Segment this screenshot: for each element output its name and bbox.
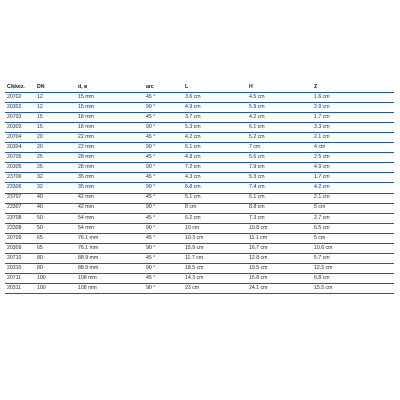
dn-cell: 20 (35, 133, 76, 143)
dn-cell: 32 (35, 173, 76, 183)
height-h-cell: 7 cm (247, 143, 312, 153)
height-h-cell: 6.1 cm (247, 193, 312, 203)
diameter-cell: 28 mm (76, 163, 144, 173)
z-dimension-cell: 15.5 cm (312, 283, 394, 293)
dn-cell: 32 (35, 183, 76, 193)
table-row (5, 123, 394, 133)
article-number-cell: 23708 (5, 213, 35, 223)
arc-cell: 90 ° (144, 223, 183, 233)
height-h-cell: 7.9 cm (247, 163, 312, 173)
arc-cell: 90 ° (144, 103, 183, 113)
height-h-cell: 19.5 cm (247, 263, 312, 273)
height-h-cell: 8.8 cm (247, 203, 312, 213)
z-dimension-cell: 10.6 cm (312, 243, 394, 253)
length-l-cell: 5.3 cm (183, 123, 247, 133)
arc-header: arc (144, 83, 183, 93)
height-h-cell: 4.5 cm (247, 93, 312, 103)
height-h-cell: 10.8 cm (247, 223, 312, 233)
article-number-cell: 20711 (5, 273, 35, 283)
length-l-cell: 6.1 cm (183, 143, 247, 153)
article-number-cell: 20304 (5, 143, 35, 153)
length-l-cell: 11.7 cm (183, 253, 247, 263)
dn-cell: 12 (35, 103, 76, 113)
table-row (5, 193, 394, 203)
diameter-cell: 54 mm (76, 213, 144, 223)
length-l-cell: 15.9 cm (183, 243, 247, 253)
dn-cell: 100 (35, 283, 76, 293)
diameter-cell: 108 mm (76, 283, 144, 293)
table-row (5, 233, 394, 243)
table-row (5, 213, 394, 223)
article-number-cell: 23307 (5, 203, 35, 213)
arc-cell: 90 ° (144, 203, 183, 213)
height-h-cell: 5.9 cm (247, 103, 312, 113)
height-h-cell: 11.1 cm (247, 233, 312, 243)
article-number-cell: 20311 (5, 283, 35, 293)
diameter-cell: 42 mm (76, 203, 144, 213)
table-row (5, 223, 394, 233)
z-dimension-cell: 2.7 cm (312, 213, 394, 223)
dn-cell: 25 (35, 153, 76, 163)
article-number-header: Cikkez. (5, 83, 35, 93)
z-dimension-cell: 2.1 cm (312, 193, 394, 203)
arc-cell: 45 ° (144, 213, 183, 223)
z-dimension-cell: 2.9 cm (312, 103, 394, 113)
z-dimension-cell: 3.3 cm (312, 123, 394, 133)
article-number-cell: 20303 (5, 123, 35, 133)
dn-cell: 80 (35, 253, 76, 263)
article-number-cell: 23308 (5, 223, 35, 233)
article-number-cell: 20704 (5, 133, 35, 143)
z-dimension-cell: 5 cm (312, 203, 394, 213)
arc-cell: 45 ° (144, 113, 183, 123)
diameter-cell: 15 mm (76, 103, 144, 113)
z-dimension-cell: 6.8 cm (312, 273, 394, 283)
dn-header: DN (35, 83, 76, 93)
height-h-cell: 4.2 cm (247, 113, 312, 123)
dn-cell: 50 (35, 223, 76, 233)
dn-cell: 65 (35, 233, 76, 243)
length-l-cell: 3.6 cm (183, 93, 247, 103)
article-number-cell: 20310 (5, 263, 35, 273)
article-number-cell: 23306 (5, 183, 35, 193)
dn-cell: 15 (35, 123, 76, 133)
diameter-cell: 54 mm (76, 223, 144, 233)
diameter-cell: 88.9 mm (76, 263, 144, 273)
arc-cell: 45 ° (144, 133, 183, 143)
table-row (5, 113, 394, 123)
article-number-cell: 20710 (5, 253, 35, 263)
z-dimension-cell: 1.6 cm (312, 93, 394, 103)
length-l-cell: 3.7 cm (183, 113, 247, 123)
height-h-cell: 7.4 cm (247, 183, 312, 193)
arc-cell: 90 ° (144, 123, 183, 133)
length-l-cell: 18.5 cm (183, 263, 247, 273)
diameter-cell: 22 mm (76, 143, 144, 153)
table-row (5, 93, 394, 103)
diameter-cell: 18 mm (76, 113, 144, 123)
arc-cell: 90 ° (144, 183, 183, 193)
diameter-cell: 35 mm (76, 173, 144, 183)
table-row (5, 103, 394, 113)
diameter-header: d, ø (76, 83, 144, 93)
length-l-cell: 7.2 cm (183, 163, 247, 173)
table-row (5, 253, 394, 263)
table-body (5, 93, 394, 294)
diameter-cell: 18 mm (76, 123, 144, 133)
arc-cell: 90 ° (144, 163, 183, 173)
z-dimension-cell: 12.5 cm (312, 263, 394, 273)
table-row (5, 133, 394, 143)
diameter-cell: 15 mm (76, 93, 144, 103)
z-dimension-cell: 4.9 cm (312, 163, 394, 173)
arc-cell: 90 ° (144, 283, 183, 293)
dn-cell: 80 (35, 263, 76, 273)
height-h-cell: 5.2 cm (247, 133, 312, 143)
arc-cell: 45 ° (144, 233, 183, 243)
dn-cell: 100 (35, 273, 76, 283)
length-l-header: L (183, 83, 247, 93)
height-h-cell: 12.8 cm (247, 253, 312, 263)
article-number-cell: 20702 (5, 93, 35, 103)
table-row (5, 263, 394, 273)
height-h-cell: 5.3 cm (247, 173, 312, 183)
arc-cell: 90 ° (144, 243, 183, 253)
length-l-cell: 8 cm (183, 203, 247, 213)
table-row (5, 203, 394, 213)
table-row (5, 183, 394, 193)
table-header (5, 83, 394, 93)
diameter-cell: 76.1 mm (76, 233, 144, 243)
z-dimension-cell: 5 cm (312, 233, 394, 243)
height-h-cell: 7.3 cm (247, 213, 312, 223)
arc-cell: 45 ° (144, 253, 183, 263)
length-l-cell: 4.3 cm (183, 173, 247, 183)
height-h-cell: 15.8 cm (247, 273, 312, 283)
article-number-cell: 23706 (5, 173, 35, 183)
z-dimension-cell: 2.5 cm (312, 153, 394, 163)
arc-cell: 45 ° (144, 173, 183, 183)
length-l-cell: 4.8 cm (183, 153, 247, 163)
dn-cell: 12 (35, 93, 76, 103)
table-row (5, 153, 394, 163)
length-l-cell: 10 cm (183, 223, 247, 233)
z-dimension-header: Z (312, 83, 394, 93)
dn-cell: 40 (35, 203, 76, 213)
diameter-cell: 88.9 mm (76, 253, 144, 263)
arc-cell: 90 ° (144, 143, 183, 153)
z-dimension-cell: 2.1 cm (312, 133, 394, 143)
arc-cell: 45 ° (144, 273, 183, 283)
arc-cell: 45 ° (144, 153, 183, 163)
diameter-cell: 42 mm (76, 193, 144, 203)
length-l-cell: 10.3 cm (183, 233, 247, 243)
table-row (5, 143, 394, 153)
article-number-cell: 20309 (5, 243, 35, 253)
article-number-cell: 20709 (5, 233, 35, 243)
arc-cell: 90 ° (144, 263, 183, 273)
diameter-cell: 108 mm (76, 273, 144, 283)
diameter-cell: 35 mm (76, 183, 144, 193)
article-number-cell: 20305 (5, 163, 35, 173)
article-number-cell: 20703 (5, 113, 35, 123)
arc-cell: 45 ° (144, 193, 183, 203)
table-row (5, 173, 394, 183)
z-dimension-cell: 4 cm (312, 143, 394, 153)
length-l-cell: 23 cm (183, 283, 247, 293)
header-row (5, 83, 394, 93)
z-dimension-cell: 4.2 cm (312, 183, 394, 193)
length-l-cell: 6.2 cm (183, 213, 247, 223)
height-h-cell: 16.7 cm (247, 243, 312, 253)
z-dimension-cell: 1.7 cm (312, 173, 394, 183)
height-h-cell: 5.6 cm (247, 153, 312, 163)
article-number-cell: 23707 (5, 193, 35, 203)
height-h-cell: 24.1 cm (247, 283, 312, 293)
table-row (5, 163, 394, 173)
dn-cell: 20 (35, 143, 76, 153)
z-dimension-cell: 5.7 cm (312, 253, 394, 263)
table-row (5, 273, 394, 283)
diameter-cell: 28 mm (76, 153, 144, 163)
z-dimension-cell: 6.5 cm (312, 223, 394, 233)
dn-cell: 40 (35, 193, 76, 203)
dn-cell: 65 (35, 243, 76, 253)
article-number-cell: 20302 (5, 103, 35, 113)
dn-cell: 15 (35, 113, 76, 123)
article-number-cell: 20705 (5, 153, 35, 163)
height-h-cell: 6.1 cm (247, 123, 312, 133)
arc-cell: 45 ° (144, 93, 183, 103)
dimensions-table (5, 83, 394, 294)
dn-cell: 25 (35, 163, 76, 173)
length-l-cell: 4.2 cm (183, 133, 247, 143)
diameter-cell: 22 mm (76, 133, 144, 143)
length-l-cell: 5.1 cm (183, 193, 247, 203)
dn-cell: 50 (35, 213, 76, 223)
diameter-cell: 76.1 mm (76, 243, 144, 253)
length-l-cell: 6.8 cm (183, 183, 247, 193)
height-h-header: H (247, 83, 312, 93)
table-row (5, 283, 394, 293)
z-dimension-cell: 1.7 cm (312, 113, 394, 123)
table-row (5, 243, 394, 253)
length-l-cell: 4.9 cm (183, 103, 247, 113)
length-l-cell: 14.3 cm (183, 273, 247, 283)
